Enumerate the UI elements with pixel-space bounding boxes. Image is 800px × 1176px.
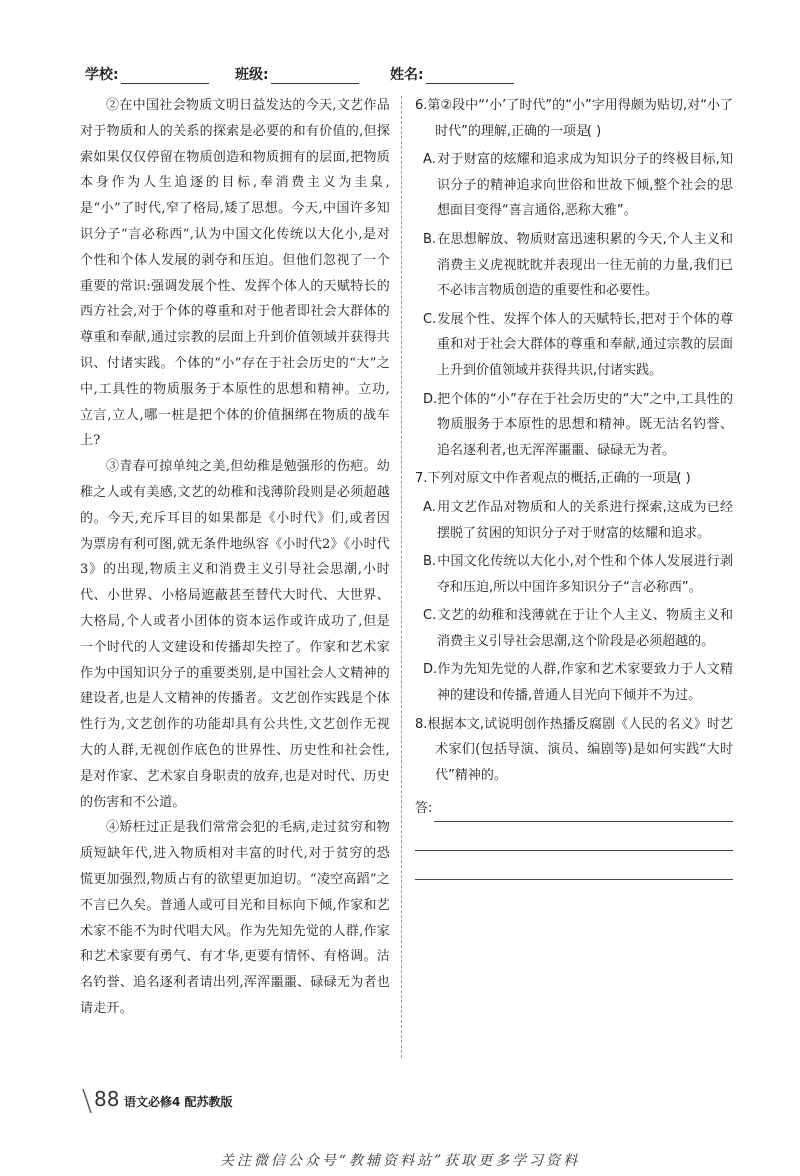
school-field — [85, 64, 209, 84]
answer-label: 答: — [415, 801, 433, 817]
question-7-text: 7.下列对原文中作者观点的概括,正确的一项是 — [415, 471, 679, 487]
question-7 — [415, 466, 733, 708]
page-number: 88 — [94, 1087, 120, 1111]
option-text: 发展个性、发挥个体人的天赋特长,把对于个体的尊重和对于社会大群体的尊重和奉献,通过宗教的层面上升到价值领域并获得共识,付诸实践。 — [437, 311, 733, 378]
option-letter: A. — [423, 499, 436, 515]
option-c[interactable] — [415, 603, 733, 654]
option-a[interactable] — [415, 495, 733, 546]
book-title: 语文必修4 配苏教版 — [124, 1095, 233, 1109]
answer-line-2[interactable] — [415, 822, 733, 851]
class-field — [235, 64, 359, 84]
paragraph-2: ②在中国社会物质文明日益发达的今天,文艺作品对于物质和人的关系的探索是必要的和有价值的,但探索如果仅仅停留在物质创造和物质拥有的层面,把物质本身作为人生追逐的目标,奉消费主义为圭臬,是“小”了时代,窄了格局,矮了思想。今天,中国许多知识分子“言必称西”,认为中国文化传统以大化小,是对个性和个体人发展的剥夺和压迫。但他们忽视了一个重要的常识:强调发展个性、发挥个体人的天赋特长的西方社会,对于个体的尊重和对于他者即社会大群体的尊重和奉献,通过宗教的层面上升到价值领域并获得共识、付诸实践。个体的“小”存在于社会历史的“大”之中,工具性的物质服务于本原性的思想和精神。立功,立言,立人,哪一桩是把个体的价值捆绑在物质的战车上? — [80, 98, 390, 449]
option-letter: C. — [423, 608, 437, 624]
promo-line: 关注微信公众号“教辅资料站”获取更多学习资料 — [219, 1153, 581, 1169]
school-label: 学校: — [85, 67, 119, 83]
option-letter: B. — [423, 554, 437, 570]
option-b[interactable] — [415, 227, 733, 304]
option-text: 用文艺作品对物质和人的关系进行探索,这成为已经摆脱了贫困的知识分子对于财富的炫耀和追求。 — [437, 499, 733, 541]
answer-line-1[interactable] — [434, 805, 733, 822]
option-text: 在思想解放、物质财富迅速积累的今天,个人主义和消费主义虎视眈眈并表现出一往无前的力量,我们已不必讳言物质创造的重要性和必要性。 — [437, 231, 733, 299]
option-text: 把个体的“小”存在于社会历史的“大”之中,工具性的物质服务于本原性的思想和精神。既无沽名钓誉、追名逐利者,也无浑浑噩噩、碌碌无为者。 — [437, 391, 733, 458]
question-6 — [415, 93, 733, 463]
answer-line-3[interactable] — [415, 851, 733, 880]
column-divider — [401, 96, 402, 1058]
name-blank[interactable] — [426, 67, 514, 84]
option-text: 对于财富的炫耀和追求成为知识分子的终极目标,知识分子的精神追求向世俗和世故下倾,整个社会的思想面目变得“喜言通俗,恶称大雅”。 — [437, 152, 733, 219]
answer-row — [415, 796, 733, 822]
option-text: 中国文化传统以大化小,对个性和个体人发展进行剥夺和压迫,所以中国许多知识分子“言必称西”。 — [437, 554, 733, 595]
questions-column — [415, 93, 733, 880]
option-b[interactable] — [415, 549, 733, 600]
class-blank[interactable] — [271, 67, 359, 84]
school-blank[interactable] — [121, 67, 209, 84]
question-8-text: 8.根据本文,试说明创作热播反腐剧《人民的名义》时艺术家们(包括导演、演员、编剧等)是如何实践“大时代”精神的。 — [415, 716, 733, 783]
student-info-header — [85, 64, 605, 88]
option-c[interactable] — [415, 307, 733, 384]
question-8 — [415, 712, 733, 880]
reading-passage — [80, 93, 390, 1022]
slash-mark-icon — [80, 1088, 94, 1114]
paragraph-4: ④矫枉过正是我们常常会犯的毛病,走过贫穷和物质短缺年代,进入物质相对丰富的时代,对于贫穷的恐慌更加强烈,物质占有的欲望更加迫切。“凌空高蹈”之不言已久矣。普通人或可目光和目标向下倾,作家和艺术家不能不为时代唱大风。作为先知先觉的人群,作家和艺术家要有勇气、有才华,更要有情怀、有格调。沽名钓誉、追名逐利者请出列,浑浑噩噩、碌碌无为者也请走开。 — [80, 820, 390, 1016]
option-d[interactable] — [415, 387, 733, 464]
question-6-text: 6.第②段中“‘小’了时代”的“小”字用得颇为贴切,对“小了时代”的理解,正确的一项是 — [415, 98, 733, 139]
option-letter: B. — [423, 231, 437, 247]
question-stem: 6.第②段中“‘小’了时代”的“小”字用得颇为贴切,对“小了时代”的理解,正确的一项是( ) — [415, 98, 733, 139]
option-letter: A. — [423, 152, 436, 168]
paragraph-3: ③青春可掠单纯之美,但幼稚是勉强形的伤疤。幼稚之人或有美感,文艺的幼稚和浅薄阶段则是必须超越的。今天,充斥耳目的如果都是《小时代》们,或者因为票房有利可图,就无条件地纵容《小时代2》《小时代3》的出现,物质主义和消费主义引导社会思潮,小时代、小世界、小格局遮蔽甚至替代大时代、大世界、大格局,个人或者小团体的资本运作或许成功了,但是一个时代的人文建设和传播却失控了。作家和艺术家作为中国知识分子的重要类别,是中国社会人文精神的建设者,也是人文精神的传播者。文艺创作实践是个体性行为,文艺创作的功能却具有公共性,文艺创作无视大的人群,无视创作底色的世界性、历史性和社会性,是对作家、艺术家自身职责的放弃,也是对时代、历史的伤害和不公道。 — [80, 459, 390, 810]
question-stem: 7.下列对原文中作者观点的概括,正确的一项是( ) — [415, 471, 691, 487]
name-label: 姓名: — [390, 67, 424, 83]
option-letter: C. — [423, 311, 437, 327]
option-text: 作为先知先觉的人群,作家和艺术家要致力于人文精神的建设和传播,普通人目光向下倾并不为过。 — [437, 662, 733, 704]
name-field — [390, 64, 514, 84]
option-d[interactable] — [415, 657, 733, 708]
option-letter: D. — [423, 391, 438, 407]
option-a[interactable] — [415, 147, 733, 224]
class-label: 班级: — [235, 67, 269, 83]
option-text: 文艺的幼稚和浅薄就在于让个人主义、物质主义和消费主义引导社会思潮,这个阶段是必须超越的。 — [437, 608, 733, 649]
option-letter: D. — [423, 662, 438, 678]
